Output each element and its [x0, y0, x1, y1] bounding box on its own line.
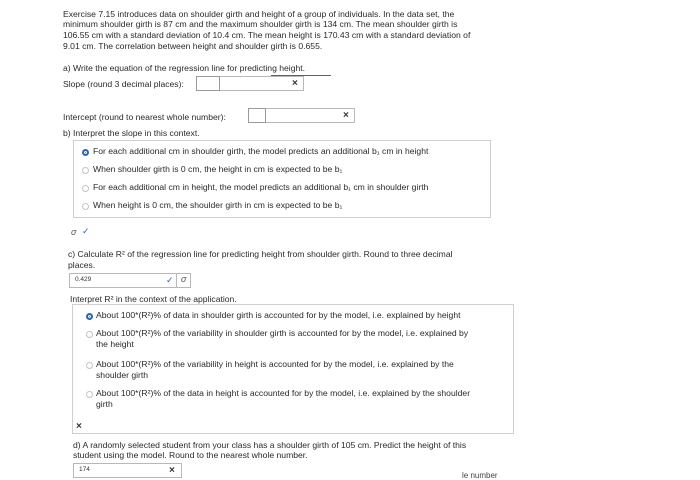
intercept-incorrect-icon: ×	[343, 110, 349, 121]
part-c-options-panel	[72, 304, 514, 434]
part-c-prompt-line1: c) Calculate R² of the regression line for predicting height from shoulder girth. Round to three decimal	[68, 249, 453, 259]
part-c-option-3-line1[interactable]: About 100*(R²)% of the data in height is accounted for by the model, i.e. explained by the shoulder	[96, 388, 471, 398]
part-b-prompt: b) Interpret the slope in this context.	[63, 128, 200, 138]
interpret-label: Interpret R² in the context of the application.	[70, 294, 237, 304]
part-b-option-3[interactable]: When height is 0 cm, the shoulder girth in cm is expected to be b₁	[93, 200, 343, 210]
intercept-label: Intercept (round to nearest whole number):	[63, 112, 226, 122]
part-c-option-2-line2[interactable]: shoulder girth	[96, 370, 149, 380]
part-c-option-3-radio[interactable]	[86, 391, 93, 398]
part-b-check-icon: ✓	[82, 226, 90, 236]
part-b-option-1-radio[interactable]	[82, 167, 89, 174]
part-c-option-2-line1[interactable]: About 100*(R²)% of the variability in height is accounted for by the model, i.e. explained by the	[96, 359, 454, 369]
part-c-option-0[interactable]: About 100*(R²)% of data in shoulder girth is accounted for by the model, i.e. explained by height	[96, 310, 461, 320]
r2-value: 0.429	[75, 276, 92, 283]
part-c-option-2-radio[interactable]	[86, 362, 93, 369]
part-b-option-0[interactable]: For each additional cm in shoulder girth, the model predicts an additional b₁ cm in height	[93, 146, 429, 156]
part-c-prompt-line2: places.	[68, 260, 96, 270]
r2-sigma-button[interactable]	[176, 273, 191, 288]
part-b-sigma-icon[interactable]: σ	[71, 227, 77, 237]
part-c-option-1-line1[interactable]: About 100*(R²)% of the variability in shoulder girth is accounted for by the model, i.e. explained by	[96, 328, 469, 338]
part-c-option-1-line2[interactable]: the height	[96, 339, 134, 349]
part-d-value: 174	[79, 466, 90, 473]
r2-sigma-icon: σ	[181, 274, 187, 284]
intro-line-2: minimum shoulder girth is 87 cm and the maximum shoulder girth is 134 cm. The mean shoulder girth is	[63, 19, 458, 29]
r2-check-icon: ✓	[166, 275, 174, 285]
footer-fragment: le number	[462, 471, 498, 480]
part-d-prompt-line2: student using the model. Round to the nearest whole number.	[73, 450, 308, 460]
part-a-prompt	[63, 63, 305, 73]
intro-line-4: 9.01 cm. The correlation between height and shoulder girth is 0.655.	[63, 41, 323, 51]
part-d-input[interactable]	[73, 463, 182, 478]
part-c-option-3-line2[interactable]: girth	[96, 399, 113, 409]
part-c-incorrect-icon: ×	[76, 421, 82, 432]
intercept-value-frame	[248, 108, 266, 123]
part-b-option-3-radio[interactable]	[82, 203, 89, 210]
slope-label: Slope (round 3 decimal places):	[63, 79, 184, 89]
part-b-option-0-radio[interactable]	[82, 149, 89, 156]
part-d-incorrect-icon: ×	[169, 465, 175, 476]
part-b-option-2-radio[interactable]	[82, 185, 89, 192]
slope-value-frame	[196, 76, 220, 91]
part-c-option-0-radio[interactable]	[86, 313, 93, 320]
part-b-option-1[interactable]: When shoulder girth is 0 cm, the height in cm is expected to be b₁	[93, 164, 343, 174]
intro-line-3: 106.55 cm with a standard deviation of 10.4 cm. The mean height is 170.43 cm with a standard deviation of	[63, 30, 471, 40]
part-a-prompt-text: a) Write the equation of the regression line for predicting height.	[63, 63, 306, 73]
part-c-option-1-radio[interactable]	[86, 331, 93, 338]
intro-line-1: Exercise 7.15 introduces data on shoulder girth and height of a group of individuals. In the data set, the	[63, 9, 455, 19]
part-b-option-2[interactable]: For each additional cm in height, the model predicts an additional b₁ cm in shoulder girth	[93, 182, 429, 192]
part-d-prompt-line1: d) A randomly selected student from your class has a shoulder girth of 105 cm. Predict the height of this	[73, 440, 467, 450]
slope-incorrect-icon: ×	[292, 78, 298, 89]
